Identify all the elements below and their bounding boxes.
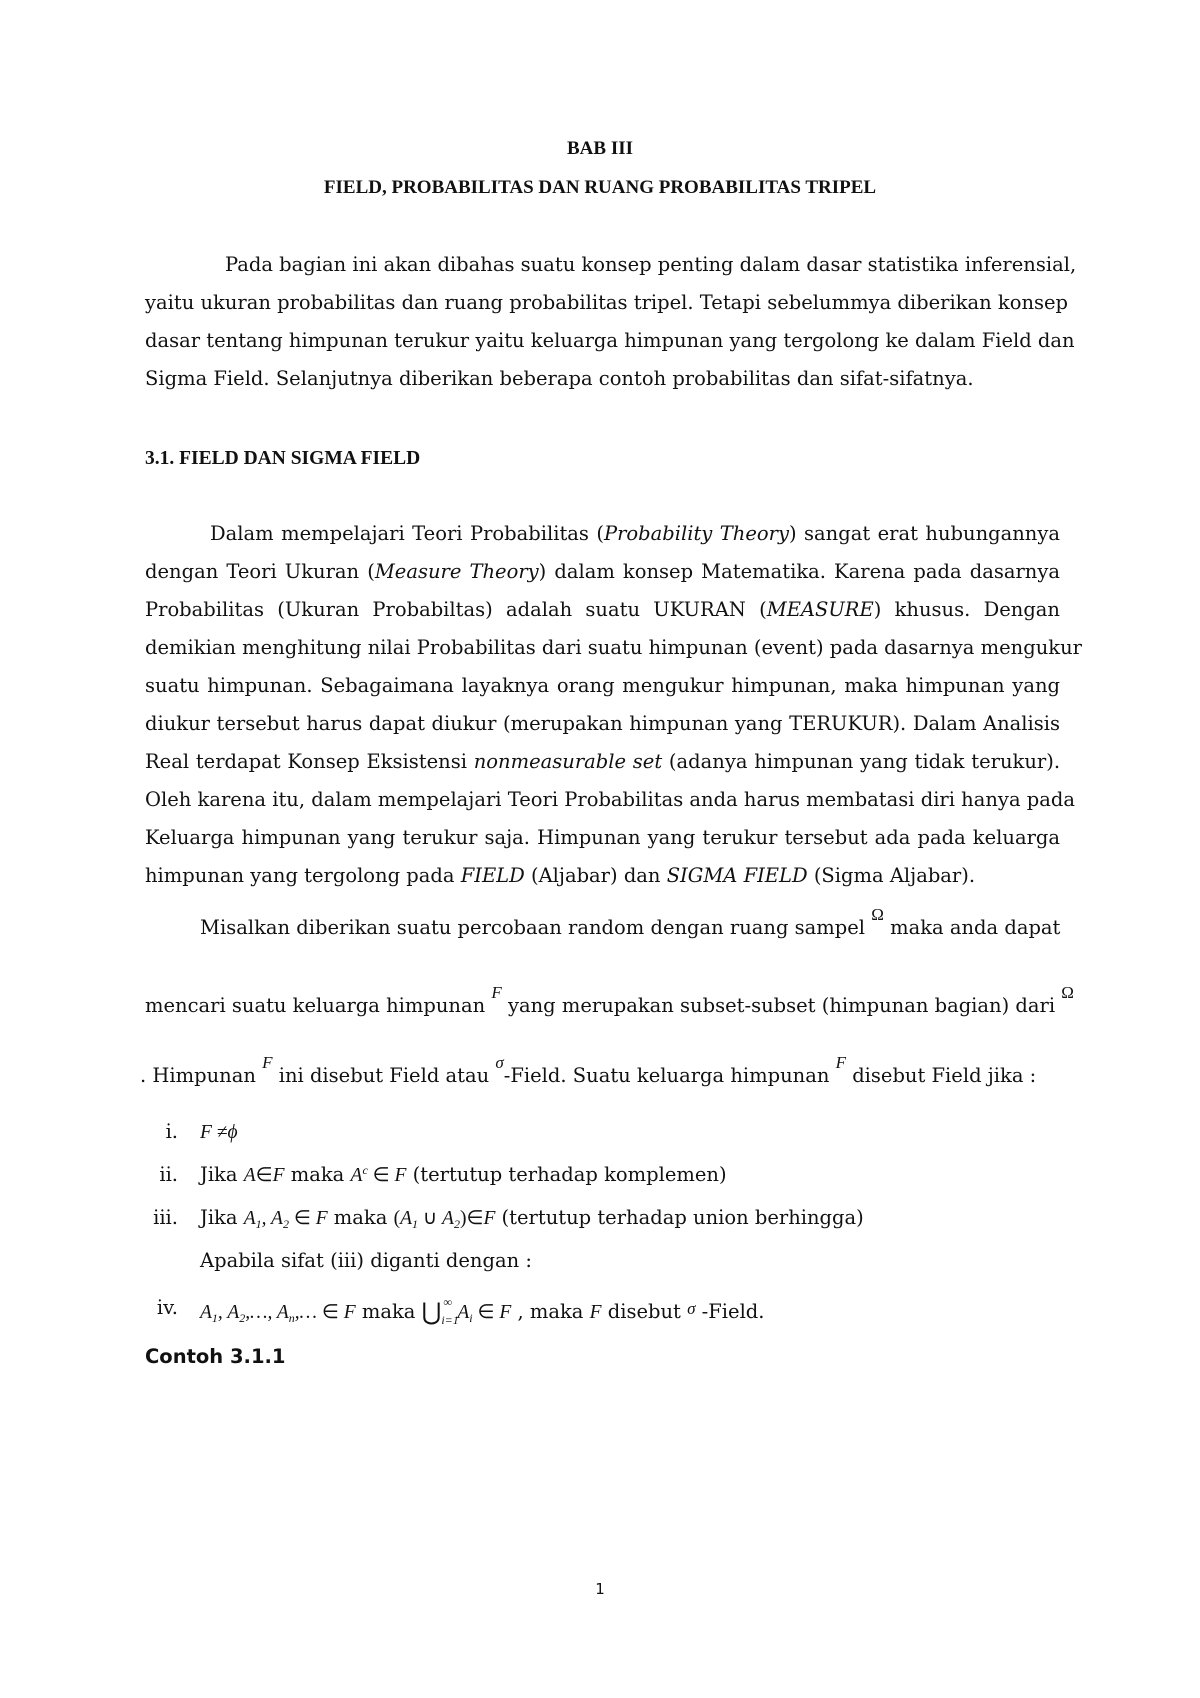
para1-line-8: Oleh karena itu, dalam mempelajari Teori Probabilitas anda harus membatasi diri hanya pada bbox=[145, 788, 1075, 811]
para1-line-9: Keluarga himpunan yang terukur saja. Himpunan yang terukur tersebut ada pada keluarga bbox=[145, 826, 1060, 849]
chapter-title: FIELD, PROBABILITAS DAN RUANG PROBABILITAS TRIPEL bbox=[323, 177, 877, 198]
intro-line-2: yaitu ukuran probabilitas dan ruang probabilitas tripel. Tetapi sebelummya diberikan konsep bbox=[145, 291, 1069, 314]
field-symbol: F bbox=[835, 1053, 846, 1072]
chapter-label: BAB III bbox=[567, 138, 633, 159]
condition-ii: Jika A∈F maka $A^c$ ∈ F (tertutup terhadap komplemen) bbox=[200, 1163, 727, 1186]
condition-iii: Jika $A_1$, $A_2$ ∈ F maka ($A_1$ ∪ $A_2)\in F$ (tertutup terhadap union berhingga) bbox=[200, 1206, 864, 1231]
para1-line-2: dengan Teori Ukuran (Measure Theory) dalam konsep Matematika. Karena pada dasarnya bbox=[145, 560, 1060, 583]
section-title: 3.1. FIELD DAN SIGMA FIELD bbox=[145, 448, 421, 469]
para1-line-5: suatu himpunan. Sebagaimana layaknya orang mengukur himpunan, maka himpunan yang bbox=[145, 674, 1060, 697]
sigma-symbol: σ bbox=[687, 1299, 696, 1318]
intro-line-4: Sigma Field. Selanjutnya diberikan beberapa contoh probabilitas dan sifat-sifatnya. bbox=[145, 367, 974, 390]
sigma-symbol: σ bbox=[495, 1053, 504, 1072]
example-label: Contoh 3.1.1 bbox=[145, 1345, 286, 1368]
field-symbol: F bbox=[262, 1053, 273, 1072]
list-number: iv. bbox=[156, 1296, 178, 1319]
para1-line-1: Dalam mempelajari Teori Probabilitas (Probability Theory) sangat erat hubungannya bbox=[210, 522, 1061, 545]
field-symbol: F bbox=[491, 983, 502, 1002]
intro-line-3: dasar tentang himpunan terukur yaitu keluarga himpunan yang tergolong ke dalam Field dan bbox=[145, 329, 1075, 352]
para1-line-7: Real terdapat Konsep Eksistensi nonmeasurable set (adanya himpunan yang tidak terukur). bbox=[145, 750, 1061, 773]
para2-line-3: . Himpunan F ini disebut Field atau σ-Field. Suatu keluarga himpunan F disebut Field jika : bbox=[140, 1053, 1037, 1087]
para1-line-4: demikian menghitung nilai Probabilitas dari suatu himpunan (event) pada dasarnya mengukur bbox=[145, 636, 1082, 659]
list-number: ii. bbox=[159, 1163, 178, 1186]
page-number: 1 bbox=[595, 1580, 605, 1598]
para2-line-2: mencari suatu keluarga himpunan F yang merupakan subset-subset (himpunan bagian) dari Ω bbox=[145, 983, 1074, 1017]
list-number: i. bbox=[165, 1120, 178, 1143]
intro-line-1: Pada bagian ini akan dibahas suatu konsep penting dalam dasar statistika inferensial, bbox=[225, 253, 1077, 276]
para1-line-10: himpunan yang tergolong pada FIELD (Aljabar) dan SIGMA FIELD (Sigma Aljabar). bbox=[145, 864, 976, 887]
para1-line-6: diukur tersebut harus dapat diukur (merupakan himpunan yang TERUKUR). Dalam Analisis bbox=[145, 712, 1060, 735]
omega-symbol: Ω bbox=[871, 905, 884, 924]
para1-line-3: Probabilitas (Ukuran Probabiltas) adalah suatu UKURAN (MEASURE) khusus. Dengan bbox=[145, 598, 1060, 621]
condition-iv: $A_1$, $A_2,\dots$, $A_n,\dots$ ∈ F maka ⋃ ∞ i=1 $A_i$ ∈ F , maka F disebut σ -Field. bbox=[200, 1294, 765, 1327]
condition-iii-note: Apabila sifat (iii) diganti dengan : bbox=[200, 1249, 532, 1272]
omega-symbol: Ω bbox=[1061, 983, 1074, 1002]
para2-line-1: Misalkan diberikan suatu percobaan random dengan ruang sampel Ω maka anda dapat bbox=[200, 905, 1061, 939]
condition-i: F ≠ϕ bbox=[200, 1122, 238, 1143]
list-number: iii. bbox=[153, 1206, 178, 1229]
